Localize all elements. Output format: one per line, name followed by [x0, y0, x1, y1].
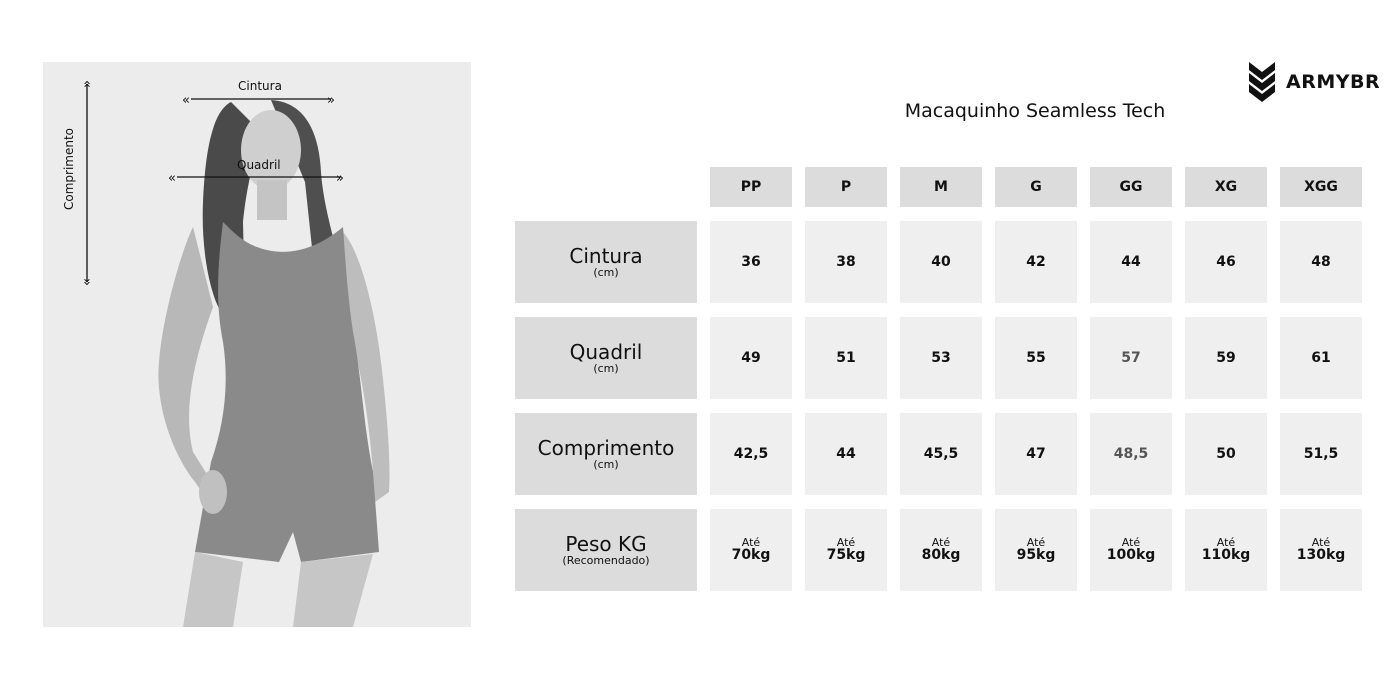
- weight-prefix: Até: [836, 536, 856, 549]
- waist-measure-label: Cintura: [238, 79, 282, 93]
- row-label: Quadril: [569, 340, 643, 364]
- weight-prefix: Até: [741, 536, 761, 549]
- length-measure-label: Comprimento: [62, 127, 76, 210]
- table-cell: 46: [1185, 221, 1267, 303]
- row-header-hip: [515, 317, 697, 399]
- size-header-p: P: [805, 167, 887, 207]
- table-cell: 61: [1280, 317, 1362, 399]
- table-cell: 55: [995, 317, 1077, 399]
- row-unit: (cm): [593, 458, 619, 471]
- size-header-m: M: [900, 167, 982, 207]
- table-cell: 53: [900, 317, 982, 399]
- table-cell: [1185, 509, 1267, 591]
- table-cell: 36: [710, 221, 792, 303]
- table-cell: 57: [1090, 317, 1172, 399]
- table-cell: 42: [995, 221, 1077, 303]
- table-cell: 47: [995, 413, 1077, 495]
- row-unit: (cm): [593, 266, 619, 279]
- row-header-length: [515, 413, 697, 495]
- table-cell: [710, 509, 792, 591]
- svg-text:»: »: [79, 278, 94, 286]
- row-label: Peso KG: [565, 532, 647, 556]
- size-header-pp: PP: [710, 167, 792, 207]
- table-cell: 44: [1090, 221, 1172, 303]
- table-cell: 40: [900, 221, 982, 303]
- chevron-logo-icon: [1246, 62, 1278, 102]
- row-unit: (cm): [593, 362, 619, 375]
- row-header-weight: [515, 509, 697, 591]
- table-cell: 42,5: [710, 413, 792, 495]
- svg-text:»: »: [336, 171, 344, 186]
- table-cell: 49: [710, 317, 792, 399]
- table-cell: 38: [805, 221, 887, 303]
- table-cell: [1090, 509, 1172, 591]
- row-label: Comprimento: [537, 436, 675, 460]
- svg-text:«: «: [182, 93, 190, 108]
- table-cell: 51: [805, 317, 887, 399]
- size-header-gg: GG: [1090, 167, 1172, 207]
- svg-text:«: «: [168, 171, 176, 186]
- weight-value: 70kg: [731, 547, 771, 563]
- table-cell: 45,5: [900, 413, 982, 495]
- table-cell: 44: [805, 413, 887, 495]
- brand-logo: [1246, 62, 1380, 102]
- brand-name: ARMYBR: [1286, 71, 1381, 93]
- weight-prefix: Até: [1121, 536, 1141, 549]
- weight-value: 95kg: [1016, 547, 1056, 563]
- row-header-waist: [515, 221, 697, 303]
- row-label: Cintura: [569, 244, 643, 268]
- weight-value: 75kg: [826, 547, 866, 563]
- table-cell: [1280, 509, 1362, 591]
- chart-title: Macaquinho Seamless Tech: [904, 100, 1166, 122]
- model-photo: [43, 62, 471, 627]
- svg-text:»: »: [327, 93, 335, 108]
- table-cell: 50: [1185, 413, 1267, 495]
- hip-measure-label: Quadril: [237, 158, 281, 172]
- weight-prefix: Até: [1311, 536, 1331, 549]
- weight-prefix: Até: [1026, 536, 1046, 549]
- table-cell: [995, 509, 1077, 591]
- table-cell: [900, 509, 982, 591]
- weight-prefix: Até: [1216, 536, 1236, 549]
- weight-value: 80kg: [921, 547, 961, 563]
- weight-value: 110kg: [1201, 547, 1251, 563]
- weight-value: 100kg: [1106, 547, 1156, 563]
- weight-prefix: Até: [931, 536, 951, 549]
- svg-text:»: »: [80, 80, 95, 88]
- table-cell: 59: [1185, 317, 1267, 399]
- weight-value: 130kg: [1296, 547, 1346, 563]
- model-silhouette: [43, 62, 471, 627]
- table-cell: 48,5: [1090, 413, 1172, 495]
- table-cell: [805, 509, 887, 591]
- table-cell: 51,5: [1280, 413, 1362, 495]
- size-header-g: G: [995, 167, 1077, 207]
- size-header-xg: XG: [1185, 167, 1267, 207]
- row-unit: (Recomendado): [562, 554, 650, 567]
- size-header-xgg: XGG: [1280, 167, 1362, 207]
- table-cell: 48: [1280, 221, 1362, 303]
